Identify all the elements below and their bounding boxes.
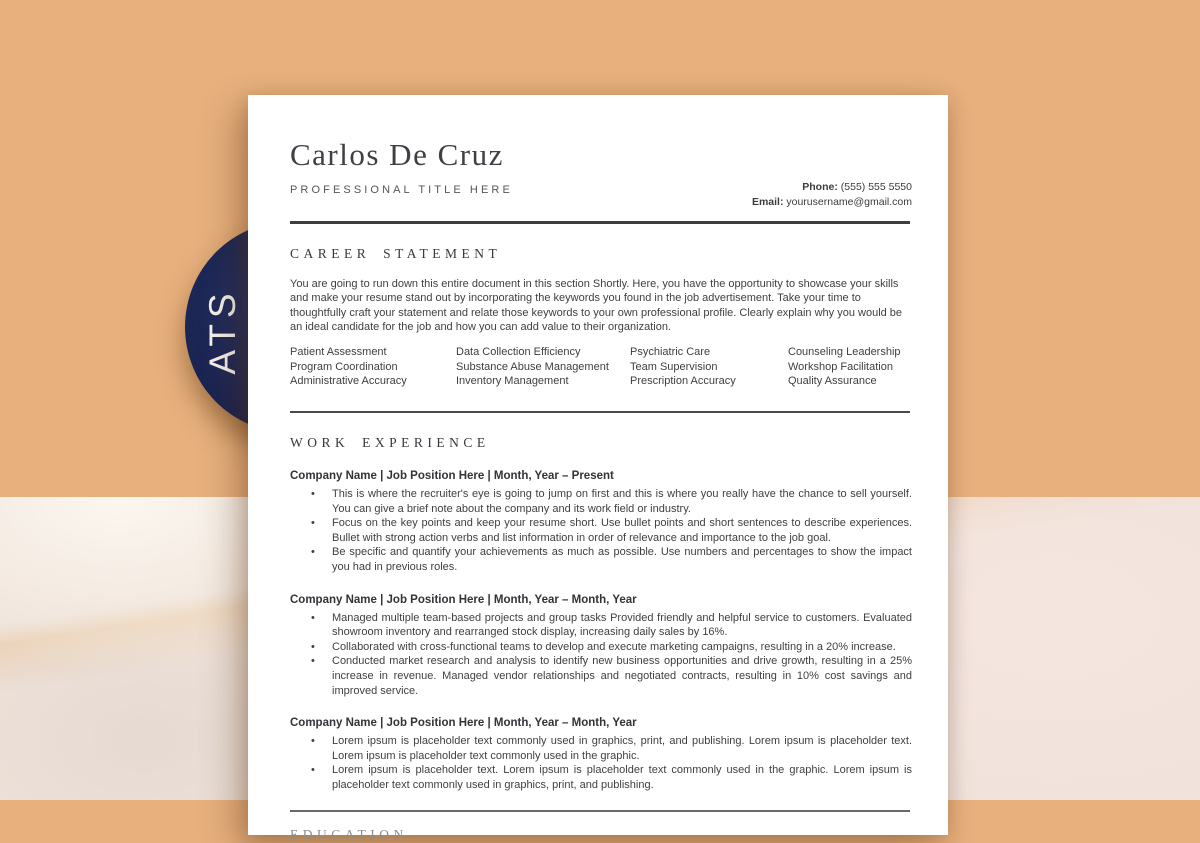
job-bullet: • This is where the recruiter's eye is going to jump on first and this is where you really have the chance to sell yourself. You can give a brief note about the company and its work field or industry. [310,487,912,516]
job-bullet-list [290,734,912,792]
skill-item: Quality Assurance [788,375,877,388]
job-bullet: • Lorem ipsum is placeholder text commonly used in graphics, print, and publishing. Lorem ipsum is placeholder text. Lorem ipsum is placeholder text commonly used in the graphic. [310,734,912,763]
job-bullet: • Lorem ipsum is placeholder text. Lorem ipsum is placeholder text commonly used in the graphic. Lorem ipsum is placeholder text commonly used in graphics, print, and publishing. [310,763,912,792]
resume-name: Carlos De Cruz [290,137,504,172]
job-entry-2 [290,594,912,699]
skill-item: Inventory Management [456,375,569,388]
resume-page [248,95,948,843]
resume-header [290,137,912,208]
job-bullet: • Conducted market research and analysis to identify new business opportunities and drive growth, resulting in a 25% increase in revenue. Managed vendor relationships and negotiated contracts, resulting in 10% cost savings and improved service. [310,654,912,698]
skills-column-2 [456,345,630,389]
skill-item: Counseling Leadership [788,346,901,359]
skill-item: Substance Abuse Management [456,360,609,373]
work-experience-heading: WORK EXPERIENCE [290,434,490,450]
skill-item: Workshop Facilitation [788,360,893,373]
contact-email [752,195,912,210]
job-bullet: • Managed multiple team-based projects and group tasks Provided friendly and helpful service to customers. Evaluated showroom inventory and rearranged stock display, increasing daily sales by 16%. [310,611,912,640]
email-label: Email: [751,196,784,208]
skills-grid [290,345,912,389]
career-statement-paragraph: You are going to run down this entire document in this section Shortly. Here, you have the opportunity to showcase your skills and make your resume stand out by incorporating the keywords you found in the job advertisement. Take your time to thoughtfully craft your statement and relate those keywords to your own professional profile. Clearly explain why you would be an ideal candidate for the job and how you can add value to their organization. [290,278,903,333]
contact-block [752,180,912,210]
resume-professional-title: PROFESSIONAL TITLE HERE [290,184,513,196]
skills-column-4 [788,345,912,389]
job-title: Company Name | Job Position Here | Month, Year – Present [290,469,614,482]
skill-item: Prescription Accuracy [630,375,736,388]
skill-item: Administrative Accuracy [290,375,407,388]
section-divider [290,411,910,413]
skill-item: Team Supervision [630,360,718,373]
job-entry-1 [290,470,912,575]
skill-item: Program Coordination [290,360,398,373]
job-entry-3 [290,717,912,792]
header-divider [290,221,910,224]
job-title: Company Name | Job Position Here | Month, Year – Month, Year [290,593,637,606]
job-bullet-list [290,487,912,575]
job-bullet: • Collaborated with cross-functional teams to develop and execute marketing campaigns, resulting in a 20% increase. [310,640,912,655]
job-bullet-list [290,611,912,699]
skill-item: Data Collection Efficiency [456,346,581,359]
skills-column-1 [290,345,456,389]
phone-label: Phone: [802,181,838,193]
career-statement-heading: CAREER STATEMENT [290,246,502,261]
next-section-heading-partial: EDUCATION [290,827,408,843]
skill-item: Psychiatric Care [630,346,711,359]
ats-badge-label: ATS [202,287,243,375]
bottom-divider [290,810,910,812]
job-bullet: • Be specific and quantify your achievements as much as possible. Use numbers and percentages to show the impact you had in previous roles. [310,545,912,574]
skills-column-3 [630,345,788,389]
phone-value: (555) 555 5550 [840,181,912,193]
skill-item: Patient Assessment [290,346,387,359]
contact-phone [752,180,912,195]
job-bullet: • Focus on the key points and keep your resume short. Use bullet points and short sentences to describe experiences. Bullet with strong action verbs and list information in order of relevance and importance to the job goal. [310,516,912,545]
job-title: Company Name | Job Position Here | Month, Year – Month, Year [290,717,637,730]
email-value: yourusername@gmail.com [786,196,912,208]
